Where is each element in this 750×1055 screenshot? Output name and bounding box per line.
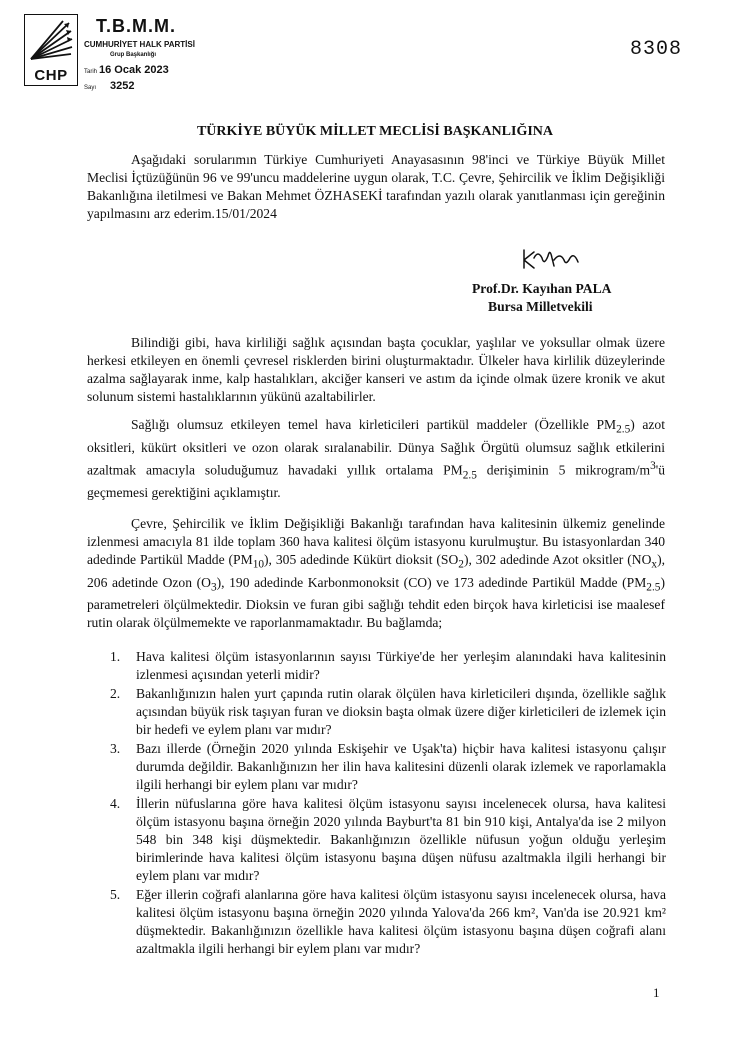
page-number: 1 <box>653 985 660 1000</box>
paragraph-2 <box>87 416 665 502</box>
paragraph-1: Bilindiği gibi, hava kirliliği sağlık açısından başta çocuklar, yaşlılar ve yoksullar olmak üzere herkesi etkileyen en önemli çevresel risklerden birini oluşturmaktadır. Ülkeler hava kirlilik düzeylerinde azalma sağlayarak inme, kalp hastalıkları, akciğer kanseri ve astım da içinde olmak üzere kronik ve akut solunum sistemi hastalıklarının yükünü azaltabilirler. <box>87 335 665 404</box>
question-number: 1. <box>110 649 121 664</box>
question-number: 2. <box>110 686 121 701</box>
author-title: Bursa Milletvekili <box>488 299 593 314</box>
number-value: 3252 <box>110 80 135 92</box>
paragraph-2-part-a: Sağlığı olumsuz etkileyen temel hava kirleticileri partikül maddeler (Özellikle PM <box>131 417 617 432</box>
question-number: 4. <box>110 796 121 811</box>
paragraph-2-part-b: ) azot oksitleri, kükürt oksitleri ve ozon olarak sıralanabilir. Dünya Sağlık Örgütü olumsuz sağlık etkilerini azaltmak amacıyla soluduğumuz havadaki yıllık ortalama PM <box>87 417 665 478</box>
party-name: CUMHURİYET HALK PARTİSİ <box>84 40 195 49</box>
paragraph-3-part-b: ), 305 adedinde Kükürt dioksit (SO <box>264 552 459 567</box>
question-text: Bakanlığınızın halen yurt çapında rutin olarak ölçülen hava kirleticileri dışında, özellikle sağlık açısından büyük risk taşıyan furan ve dioksin başta olmak üzere diğer kirleticileri de izlemek için bir hedefi ve eylem planı var mıdır? <box>136 686 666 737</box>
pm25-subscript: 2.5 <box>462 468 477 481</box>
author-name: Prof.Dr. Kayıhan PALA <box>472 281 612 296</box>
nox-subscript: x <box>651 558 658 571</box>
paragraph-3 <box>87 515 665 632</box>
date-label: Tarih <box>84 69 98 75</box>
paragraph-3-part-c: ), 302 adedinde Azot oksitler (NO <box>463 552 652 567</box>
paragraph-3-part-e: ), 190 adedinde Karbonmonoksit (CO) ve 173 adedinde Partikül Madde (PM <box>216 574 647 590</box>
document-number: 8308 <box>630 38 683 61</box>
number-label: Sayı <box>84 85 97 91</box>
list-item <box>110 685 666 739</box>
pm25-subscript: 2.5 <box>616 423 631 436</box>
chp-logo <box>24 14 78 86</box>
list-item <box>110 886 666 958</box>
intro-paragraph: Aşağıdaki sorularımın Türkiye Cumhuriyeti Anayasasının 98'inci ve Türkiye Büyük Millet Meclisi İçtüzüğünün 96 ve 99'uncu maddelerine uygun olarak, T.C. Çevre, Şehircilik ve İklim Değişikliği Bakanlığına iletilmesi ve Bakan Mehmet ÖZHASEKİ tarafından yazılı olarak yanıtlanması için gereğinin yapılmasını arz ederim.15/01/2024 <box>87 152 665 221</box>
list-item <box>110 648 666 684</box>
question-list <box>110 648 666 959</box>
cubic-superscript: 3 <box>650 459 656 472</box>
date-value: 16 Ocak 2023 <box>99 64 169 76</box>
paragraph-3-part-a: Çevre, Şehircilik ve İklim Değişikliği Bakanlığı tarafından hava kalitesinin ülkemiz genelinde izlenmesi amacıyla 81 ilde toplam 360 hava kalitesi ölçüm istasyonu kurulmuştur. Bu istasyonlardan 340 adedinde Partikül Madde (PM <box>87 516 665 567</box>
question-number: 3. <box>110 741 121 756</box>
date-row <box>84 64 169 76</box>
question-text: Eğer illerin coğrafi alanlarına göre hava kalitesi ölçüm istasyonu sayısı incelenecek olursa, hava kalitesi ölçüm istasyonu başına örneğin 2020 yılında Yalova'da 266 km², Van'da ise 20.921 km² düşmektedir. Bakanlığınızın özellikle hava kalitesi ölçüm istasyonu başına düşen coğrafi alanı azaltmakla ilgili herhangi bir eylem planı var mıdır? <box>136 887 666 956</box>
paragraph-2-part-c: derişiminin 5 mikrogram/m <box>476 462 651 478</box>
logo-text: CHP <box>34 67 68 84</box>
institution-name: T.B.M.M. <box>96 16 176 36</box>
group-name: Grup Başkanlığı <box>110 52 157 58</box>
list-item <box>110 795 666 885</box>
six-arrows-icon <box>27 17 75 63</box>
o3-subscript: 3 <box>210 581 217 594</box>
question-text: Hava kalitesi ölçüm istasyonlarının sayısı Türkiye'de her yerleşim alanındaki hava kalitesinin izlenmesi açısından yeterli midir? <box>136 649 666 682</box>
pm10-subscript: 10 <box>252 558 265 571</box>
list-item <box>110 740 666 794</box>
question-text: İllerin nüfuslarına göre hava kalitesi ölçüm istasyonu sayısı incelenecek olursa, hava kalitesi ölçüm istasyonu başına örneğin 2020 yılında Bayburt'ta 81 bin 910 kişi, Antalya'da ise 2 milyon 548 bin 348 kişi düşmektedir. Bakanlığınızın özellikle nüfusun yoğun olduğu yerleşim birimlerinde hava kalitesi ölçüm istasyonu başına düşen nüfusu azaltmakla ilgili herhangi bir eylem planı var mıdır? <box>136 796 666 883</box>
paragraph-3-part-d: ), 206 adetinde Ozon (O <box>87 552 665 590</box>
question-number: 5. <box>110 887 121 902</box>
paragraph-3-part-f: ) parametreleri ölçülmektedir. Dioksin ve furan gibi sağlığı tehdit eden birçok hava kirleticisi ise maalesef rutin olarak ölçülmemekte ve raporlanmamaktadır. Bu bağlamda; <box>87 574 665 631</box>
question-text: Bazı illerde (Örneğin 2020 yılında Eskişehir ve Uşak'ta) hiçbir hava kalitesi istasyonu çalışır durumda değildir. Bakanlığınızın her ilin hava kalitesini düzenli olarak izlemek ve raporlamakla ilgili herhangi bir eylem planı var mıdır? <box>136 741 666 792</box>
so2-subscript: 2 <box>458 558 464 571</box>
paragraph-2-part-d: 'ü geçmemesi gerektiğini açıklamıştır. <box>87 462 665 500</box>
handwritten-signature <box>520 244 584 277</box>
page-title: TÜRKİYE BÜYÜK MİLLET MECLİSİ BAŞKANLIĞINA <box>196 124 554 139</box>
pm25-subscript: 2.5 <box>646 581 661 594</box>
number-row <box>84 80 135 92</box>
